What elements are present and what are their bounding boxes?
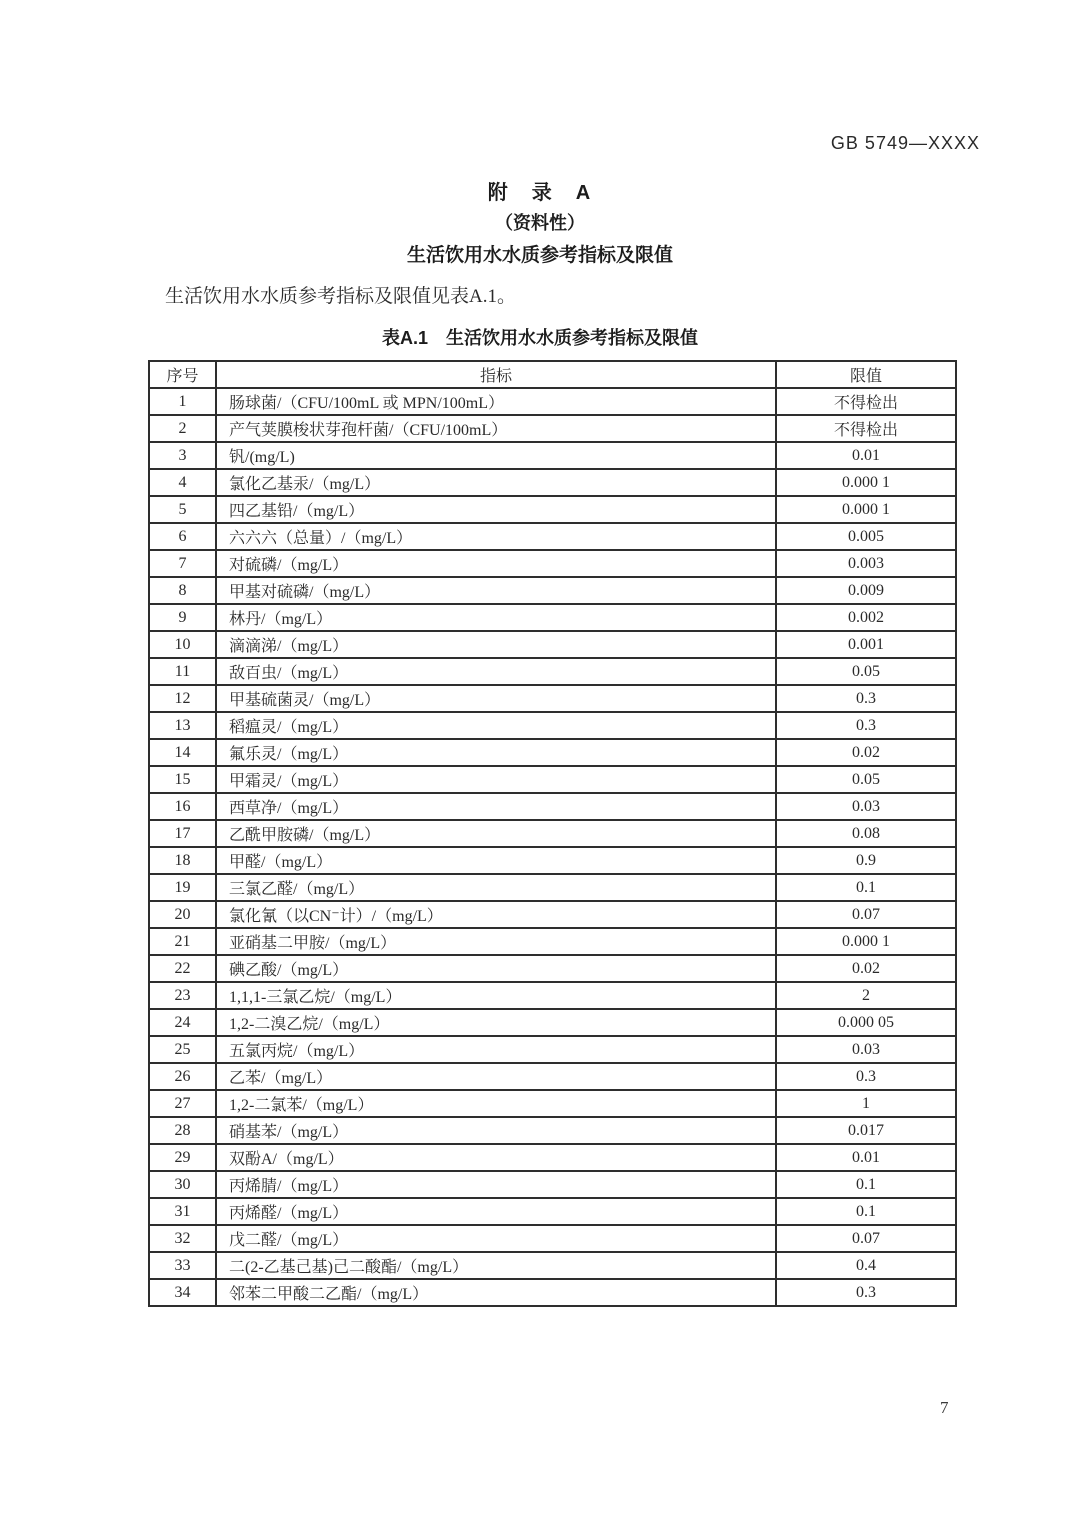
table-row	[149, 631, 956, 658]
row-number-cell: 12	[149, 685, 216, 712]
row-number-cell: 8	[149, 577, 216, 604]
table-row	[149, 1252, 956, 1279]
table-row	[149, 523, 956, 550]
table-row	[149, 901, 956, 928]
limit-cell: 0.009	[776, 577, 956, 604]
indicator-cell: 敌百虫/（mg/L）	[216, 658, 776, 685]
row-number-cell: 6	[149, 523, 216, 550]
indicator-cell: 氯化氰（以CN⁻计）/（mg/L）	[216, 901, 776, 928]
indicator-cell: 甲霜灵/（mg/L）	[216, 766, 776, 793]
limit-cell: 不得检出	[776, 415, 956, 442]
limit-cell: 0.05	[776, 766, 956, 793]
limit-cell: 0.03	[776, 793, 956, 820]
row-number-cell: 3	[149, 442, 216, 469]
limit-cell: 0.07	[776, 1225, 956, 1252]
indicator-cell: 六六六（总量）/（mg/L）	[216, 523, 776, 550]
limit-cell: 0.000 1	[776, 496, 956, 523]
row-number-cell: 19	[149, 874, 216, 901]
limit-cell: 0.000 05	[776, 1009, 956, 1036]
limit-cell: 0.01	[776, 1144, 956, 1171]
row-number-cell: 2	[149, 415, 216, 442]
row-number-cell: 16	[149, 793, 216, 820]
row-number-cell: 21	[149, 928, 216, 955]
limit-cell: 0.02	[776, 955, 956, 982]
table-row	[149, 604, 956, 631]
indicator-cell: 甲基对硫磷/（mg/L）	[216, 577, 776, 604]
indicator-cell: 丙烯腈/（mg/L）	[216, 1171, 776, 1198]
limit-cell: 0.000 1	[776, 469, 956, 496]
row-number-cell: 20	[149, 901, 216, 928]
indicator-cell: 对硫磷/（mg/L）	[216, 550, 776, 577]
indicator-cell: 1,1,1-三氯乙烷/（mg/L）	[216, 982, 776, 1009]
limit-cell: 0.002	[776, 604, 956, 631]
limit-cell: 0.1	[776, 874, 956, 901]
table-row	[149, 766, 956, 793]
limit-cell: 0.3	[776, 1279, 956, 1306]
table-row	[149, 685, 956, 712]
table-row	[149, 577, 956, 604]
row-number-cell: 7	[149, 550, 216, 577]
limit-cell: 0.07	[776, 901, 956, 928]
limit-cell: 1	[776, 1090, 956, 1117]
table-row	[149, 928, 956, 955]
table-row	[149, 442, 956, 469]
limit-cell: 0.003	[776, 550, 956, 577]
indicator-cell: 肠球菌/（CFU/100mL 或 MPN/100mL）	[216, 388, 776, 415]
table-row	[149, 739, 956, 766]
table-row	[149, 1225, 956, 1252]
row-number-cell: 17	[149, 820, 216, 847]
indicator-cell: 乙苯/（mg/L）	[216, 1063, 776, 1090]
row-number-cell: 27	[149, 1090, 216, 1117]
limit-cell: 0.3	[776, 685, 956, 712]
row-number-cell: 1	[149, 388, 216, 415]
indicator-cell: 四乙基铅/（mg/L）	[216, 496, 776, 523]
header-indicator: 指标	[216, 361, 776, 388]
row-number-cell: 33	[149, 1252, 216, 1279]
table-row	[149, 820, 956, 847]
table-row	[149, 550, 956, 577]
limit-cell: 0.001	[776, 631, 956, 658]
intro-paragraph: 生活饮用水水质参考指标及限值见表A.1。	[165, 286, 516, 307]
indicator-cell: 稻瘟灵/（mg/L）	[216, 712, 776, 739]
indicator-cell: 碘乙酸/（mg/L）	[216, 955, 776, 982]
appendix-title: 附 录 A	[487, 182, 593, 204]
limit-cell: 0.9	[776, 847, 956, 874]
row-number-cell: 9	[149, 604, 216, 631]
table-row	[149, 1036, 956, 1063]
indicator-cell: 钒/(mg/L)	[216, 442, 776, 469]
row-number-cell: 13	[149, 712, 216, 739]
limit-cell: 0.02	[776, 739, 956, 766]
indicator-cell: 氟乐灵/（mg/L）	[216, 739, 776, 766]
indicator-cell: 亚硝基二甲胺/（mg/L）	[216, 928, 776, 955]
indicator-cell: 丙烯醛/（mg/L）	[216, 1198, 776, 1225]
standard-code: GB 5749—XXXX	[830, 133, 980, 153]
limit-cell: 0.005	[776, 523, 956, 550]
table-row	[149, 874, 956, 901]
limit-cell: 0.3	[776, 1063, 956, 1090]
indicator-cell: 产气荚膜梭状芽孢杆菌/（CFU/100mL）	[216, 415, 776, 442]
row-number-cell: 31	[149, 1198, 216, 1225]
table-row	[149, 847, 956, 874]
indicator-cell: 五氯丙烷/（mg/L）	[216, 1036, 776, 1063]
table-row	[149, 388, 956, 415]
limit-cell: 不得检出	[776, 388, 956, 415]
row-number-cell: 11	[149, 658, 216, 685]
table-row	[149, 1090, 956, 1117]
table-row	[149, 1144, 956, 1171]
indicator-cell: 二(2-乙基己基)己二酸酯/（mg/L）	[216, 1252, 776, 1279]
row-number-cell: 10	[149, 631, 216, 658]
row-number-cell: 32	[149, 1225, 216, 1252]
table-row	[149, 1009, 956, 1036]
header-limit: 限值	[776, 361, 956, 388]
table-row	[149, 1279, 956, 1306]
indicator-cell: 甲基硫菌灵/（mg/L）	[216, 685, 776, 712]
limit-cell: 0.1	[776, 1171, 956, 1198]
table-row	[149, 1117, 956, 1144]
table-row	[149, 712, 956, 739]
limit-cell: 0.4	[776, 1252, 956, 1279]
table-row	[149, 1171, 956, 1198]
table-body	[149, 388, 956, 1306]
indicator-cell: 1,2-二溴乙烷/（mg/L）	[216, 1009, 776, 1036]
table-caption: 表A.1 生活饮用水水质参考指标及限值	[381, 328, 698, 348]
table-row	[149, 1063, 956, 1090]
indicator-cell: 邻苯二甲酸二乙酯/（mg/L）	[216, 1279, 776, 1306]
table-row	[149, 415, 956, 442]
table-row	[149, 982, 956, 1009]
table-header-row	[149, 361, 956, 388]
indicator-cell: 西草净/（mg/L）	[216, 793, 776, 820]
limit-cell: 0.03	[776, 1036, 956, 1063]
limit-cell: 0.01	[776, 442, 956, 469]
row-number-cell: 26	[149, 1063, 216, 1090]
limit-cell: 0.017	[776, 1117, 956, 1144]
table-row	[149, 658, 956, 685]
indicator-cell: 林丹/（mg/L）	[216, 604, 776, 631]
appendix-subtitle: （资料性）	[495, 213, 585, 233]
row-number-cell: 14	[149, 739, 216, 766]
row-number-cell: 34	[149, 1279, 216, 1306]
indicator-cell: 氯化乙基汞/（mg/L）	[216, 469, 776, 496]
indicator-cell: 双酚A/（mg/L）	[216, 1144, 776, 1171]
limit-cell: 0.1	[776, 1198, 956, 1225]
row-number-cell: 4	[149, 469, 216, 496]
row-number-cell: 25	[149, 1036, 216, 1063]
limit-cell: 0.08	[776, 820, 956, 847]
limit-cell: 0.3	[776, 712, 956, 739]
indicator-cell: 滴滴涕/（mg/L）	[216, 631, 776, 658]
row-number-cell: 30	[149, 1171, 216, 1198]
row-number-cell: 22	[149, 955, 216, 982]
row-number-cell: 23	[149, 982, 216, 1009]
indicator-cell: 三氯乙醛/（mg/L）	[216, 874, 776, 901]
page-number: 7	[940, 1398, 949, 1417]
row-number-cell: 24	[149, 1009, 216, 1036]
limit-cell: 2	[776, 982, 956, 1009]
table-row	[149, 469, 956, 496]
water-quality-table	[148, 360, 957, 1307]
indicator-cell: 硝基苯/（mg/L）	[216, 1117, 776, 1144]
indicator-cell: 甲醛/（mg/L）	[216, 847, 776, 874]
row-number-cell: 18	[149, 847, 216, 874]
limit-cell: 0.000 1	[776, 928, 956, 955]
row-number-cell: 15	[149, 766, 216, 793]
table-row	[149, 955, 956, 982]
table-row	[149, 793, 956, 820]
table-row	[149, 496, 956, 523]
header-serial-number: 序号	[149, 361, 216, 388]
indicator-cell: 1,2-二氯苯/（mg/L）	[216, 1090, 776, 1117]
row-number-cell: 29	[149, 1144, 216, 1171]
table-row	[149, 1198, 956, 1225]
appendix-heading: 生活饮用水水质参考指标及限值	[406, 245, 673, 266]
row-number-cell: 28	[149, 1117, 216, 1144]
indicator-cell: 乙酰甲胺磷/（mg/L）	[216, 820, 776, 847]
row-number-cell: 5	[149, 496, 216, 523]
limit-cell: 0.05	[776, 658, 956, 685]
indicator-cell: 戊二醛/（mg/L）	[216, 1225, 776, 1252]
